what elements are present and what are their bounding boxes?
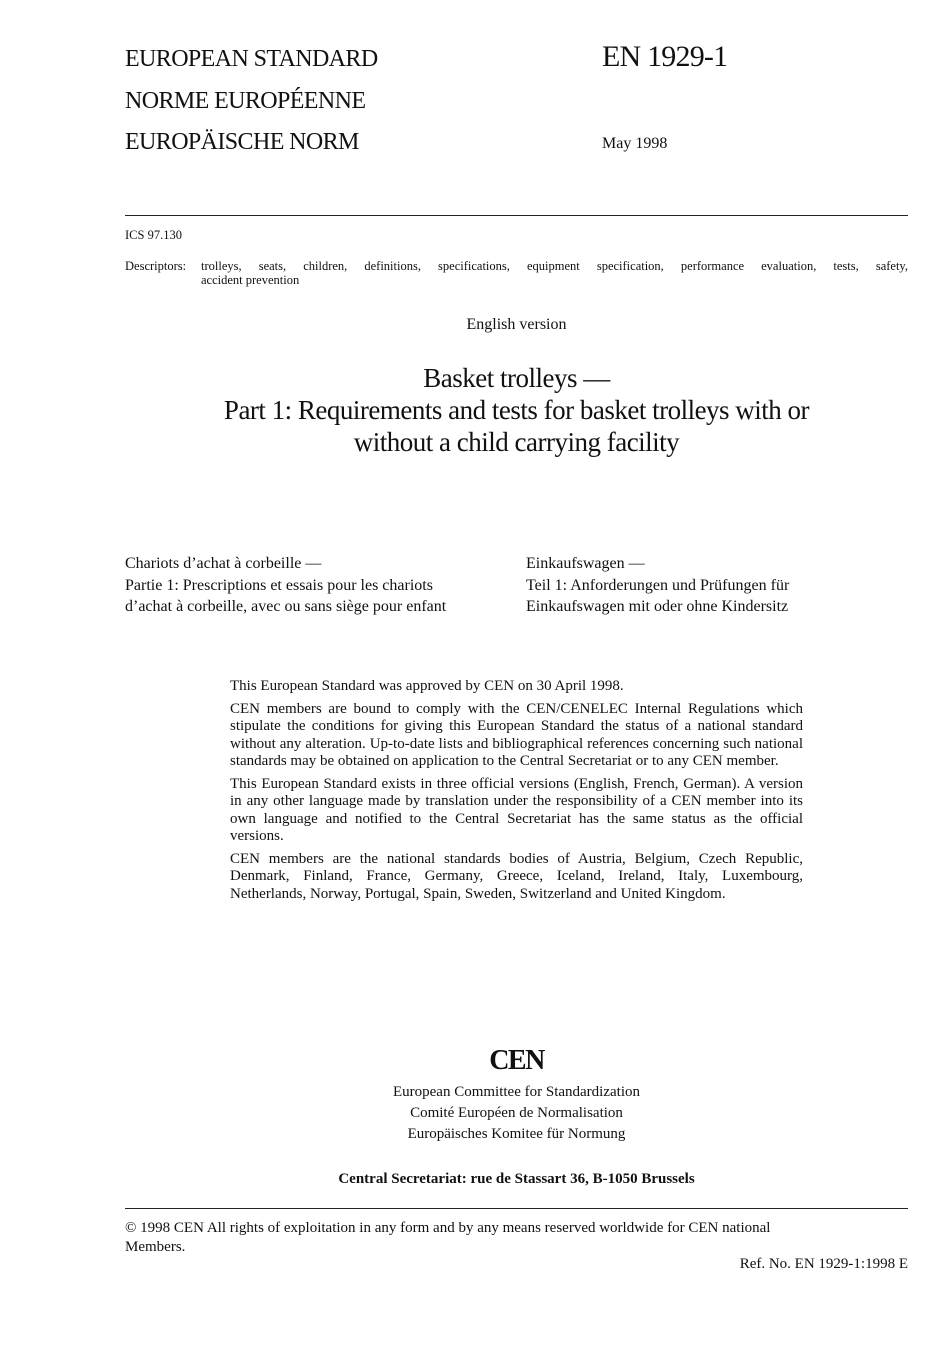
standard-type-en: EUROPEAN STANDARD bbox=[125, 46, 378, 72]
descriptors-label: Descriptors: bbox=[125, 259, 187, 273]
descriptors-line-1: trolleys, seats, children, definitions, specifications, equipment specification, performance evaluation, tests, safety, bbox=[201, 259, 908, 273]
cen-name-en: European Committee for Standardization bbox=[392, 1084, 640, 1100]
title-line-3: without a child carrying facility bbox=[353, 427, 680, 457]
approval-text bbox=[230, 678, 803, 908]
cen-name-fr: Comité Européen de Normalisation bbox=[410, 1105, 623, 1121]
header-divider bbox=[125, 215, 908, 216]
cen-names bbox=[125, 1082, 908, 1145]
copyright-line-2: Members. bbox=[125, 1239, 186, 1255]
german-title bbox=[526, 553, 789, 618]
title-line-2: Part 1: Requirements and tests for basket trolleys with or bbox=[223, 395, 810, 425]
approval-paragraph-2: CEN members are bound to comply with the CEN/CENELEC Internal Regulations which stipulate the conditions for giving this European Standard the status of a national standard without any alteration. Up-to-date lists and bibliographical references concerning such national standards may be obtained on application to the Central Secretariat or to any CEN member. bbox=[230, 700, 803, 769]
german-title-line-3: Einkaufswagen mit oder ohne Kindersitz bbox=[526, 598, 789, 615]
document-title bbox=[125, 362, 908, 458]
french-title-line-1: Chariots d’achat à corbeille — bbox=[125, 555, 322, 572]
reference-number: Ref. No. EN 1929-1:1998 E bbox=[739, 1256, 908, 1272]
standard-number: EN 1929-1 bbox=[602, 40, 728, 73]
cen-name-de: Europäisches Komitee für Normung bbox=[407, 1126, 626, 1142]
standard-type-de: EUROPÄISCHE NORM bbox=[125, 129, 359, 155]
german-title-line-2: Teil 1: Anforderungen und Prüfungen für bbox=[526, 576, 790, 594]
approval-paragraph-1: This European Standard was approved by CEN on 30 April 1998. bbox=[230, 678, 624, 694]
approval-paragraph-3: This European Standard exists in three official versions (English, French, German). A version in any other language made by translation under the responsibility of a CEN member into its own language and notified to the Central Secretariat has the same status as the official versions. bbox=[230, 775, 803, 844]
version-note: English version bbox=[466, 316, 567, 333]
cen-logo: CEN bbox=[489, 1045, 544, 1076]
french-title-line-3: d’achat à corbeille, avec ou sans siège pour enfant bbox=[125, 598, 447, 615]
title-line-1: Basket trolleys — bbox=[423, 363, 610, 393]
ics-code: ICS 97.130 bbox=[125, 228, 182, 242]
central-secretariat: Central Secretariat: rue de Stassart 36, B-1050 Brussels bbox=[338, 1171, 695, 1187]
approval-paragraph-4: CEN members are the national standards bodies of Austria, Belgium, Czech Republic, Denmark, Finland, France, Germany, Greece, Iceland, Ireland, Italy, Luxembourg, Netherlands, Norway, Portugal, Spain, Sweden, Switzerland and United Kingdom. bbox=[230, 850, 803, 902]
descriptors-line-2: accident prevention bbox=[201, 273, 300, 287]
footer-divider bbox=[125, 1208, 908, 1209]
standard-type-fr: NORME EUROPÉENNE bbox=[125, 88, 366, 114]
publication-date: May 1998 bbox=[602, 135, 668, 152]
french-title bbox=[125, 553, 446, 618]
copyright-line-1: © 1998 CEN All rights of exploitation in any form and by any means reserved worldwide for CEN national bbox=[125, 1220, 771, 1236]
german-title-line-1: Einkaufswagen — bbox=[526, 555, 645, 572]
french-title-line-2: Partie 1: Prescriptions et essais pour les chariots bbox=[125, 576, 433, 594]
